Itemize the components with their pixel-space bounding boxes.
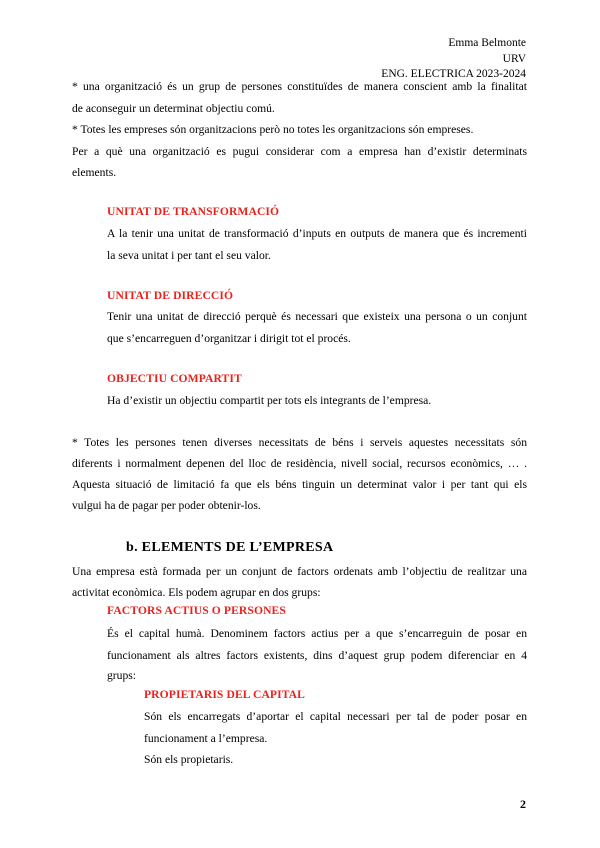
page-number: 2 (520, 797, 526, 811)
objectiu-line-1: Ha d’existir un objectiu compartit per tots els integrants de l’empresa. (107, 394, 432, 407)
direccio-line-1: Tenir una unitat de direcció perquè és necessari que existeix una persona o un conjunt (107, 310, 527, 323)
necessitats-line-4: vulgui ha de pagar per poder obtenir-los. (72, 499, 261, 512)
intro-line-3: * Totes les empreses són organitzacions però no totes les organitzacions són empreses. (72, 123, 474, 136)
heading-propietaris-capital: PROPIETARIS DEL CAPITAL (144, 688, 305, 701)
heading-unitat-transformacio: UNITAT DE TRANSFORMACIÓ (107, 205, 280, 218)
header-course: ENG. ELECTRICA 2023-2024 (381, 68, 526, 80)
section-b-line-1: Una empresa està formada per un conjunt de factors ordenats amb l’objectiu de realitzar una (72, 565, 527, 578)
section-b-line-2: activitat econòmica. Els podem agrupar en dos grups: (72, 586, 321, 599)
intro-line-2: de aconseguir un determinat objectiu comú. (72, 102, 275, 115)
transformacio-line-2: la seva unitat i per tant el seu valor. (107, 249, 271, 262)
intro-line-4: Per a què una organització es pugui considerar com a empresa han d’existir determinats (72, 145, 527, 158)
propietaris-line-3: Són els propietaris. (144, 753, 234, 766)
necessitats-line-1: * Totes les persones tenen diverses necessitats de béns i serveis aquestes necessitats són (72, 436, 527, 449)
factors-line-3: grups: (107, 669, 136, 682)
direccio-line-2: que s’encarreguen d’organitzar i dirigit tot el procés. (107, 332, 351, 345)
necessitats-line-3: Aquesta situació de limitació fa que els béns tinguin un determinat valor i per tant qui els (72, 478, 527, 491)
header-author: Emma Belmonte (448, 37, 526, 49)
propietaris-line-1: Són els encarregats d’aportar el capital necessari per tal de poder posar en (144, 710, 527, 723)
heading-objectiu-compartit: OBJECTIU COMPARTIT (107, 372, 242, 385)
section-b-title: b. ELEMENTS DE L’EMPRESA (126, 540, 334, 555)
transformacio-line-1: A la tenir una unitat de transformació d’inputs en outputs de manera que és incrementi (107, 227, 527, 240)
factors-line-2: funcionament als altres factors existents, dins d’aquest grup podem diferenciar en 4 (107, 649, 527, 662)
heading-factors-actius: FACTORS ACTIUS O PERSONES (107, 604, 286, 617)
heading-unitat-direccio: UNITAT DE DIRECCIÓ (107, 289, 234, 302)
intro-line-5: elements. (72, 166, 117, 179)
intro-line-1: * una organització és un grup de persones constituïdes de manera conscient amb la finalitat (72, 80, 527, 93)
necessitats-line-2: diferents i normalment depenen del lloc de residència, nivell social, recursos econòmics, … . (72, 457, 527, 470)
header-university: URV (502, 53, 526, 65)
propietaris-line-2: funcionament a l’empresa. (144, 732, 268, 745)
factors-line-1: És el capital humà. Denominem factors actius per a que s’encarreguin de posar en (107, 627, 527, 640)
